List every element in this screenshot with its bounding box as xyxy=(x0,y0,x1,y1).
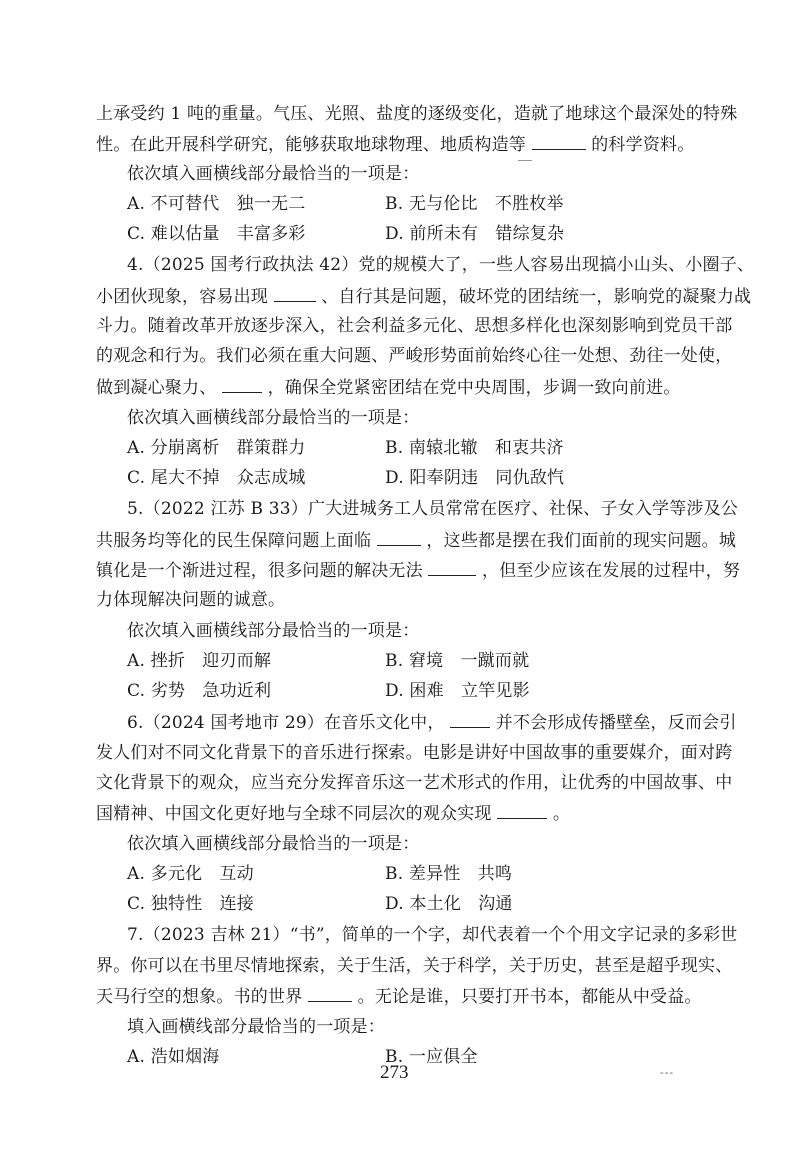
q5-line-4: 力体现解决问题的诚意。 xyxy=(96,590,286,610)
q4-line-5: 做到凝心聚力、 ，确保全党紧密团结在党中央周围，步调一致向前进。 xyxy=(96,378,681,398)
q4-line-2: 小团伙现象，容易出现 、自行其是问题，破坏党的团结统一，影响党的凝聚力战 xyxy=(96,287,752,307)
fill-blank xyxy=(222,376,262,393)
q7-option-b: B. 一应俱全 xyxy=(385,1047,478,1067)
page-number: 273 xyxy=(380,1062,409,1083)
q5-prompt: 依次填入画横线部分最恰当的一项是： xyxy=(127,621,420,641)
q7-line-3: 天马行空的想象。书的世界 。无论是谁，只要打开书本，都能从中受益。 xyxy=(96,987,702,1007)
q5-line-1: 5.（2022 江苏 B 33）广大进城务工人员常常在医疗、社保、子女入学等涉及公 xyxy=(127,499,739,519)
q5-line-2: 共服务均等化的民生保障问题上面临 ，这些都是摆在我们面前的现实问题。城 xyxy=(96,531,737,551)
q4-option-d: D. 阳奉阴违 同仇敌忾 xyxy=(385,468,565,488)
q4-option-b: B. 南辕北辙 和衷共济 xyxy=(385,438,564,458)
q4-line-4: 的观念和行为。我们必须在重大问题、严峻形势面前始终心往一处想、劲往一处使， xyxy=(96,346,733,366)
q5-option-b: B. 窘境 一蹴而就 xyxy=(385,651,530,671)
option-d: D. 前所未有 错综复杂 xyxy=(385,224,565,244)
option-b: B. 无与伦比 不胜枚举 xyxy=(385,194,564,214)
q6-line-2: 发人们对不同文化背景下的音乐进行探索。电影是讲好中国故事的重要媒介，面对跨 xyxy=(96,743,733,763)
fill-blank xyxy=(532,133,586,150)
intro-line-1: 上承受约 1 吨的重量。气压、光照、盐度的逐级变化，造就了地球这个最深处的特殊 xyxy=(96,104,738,124)
q7-prompt: 填入画横线部分最恰当的一项是： xyxy=(127,1017,385,1037)
fill-blank xyxy=(497,802,547,819)
q5-option-d: D. 困难 立竿见影 xyxy=(385,681,530,701)
fill-blank xyxy=(308,985,352,1002)
q6-option-b: B. 差异性 共鸣 xyxy=(385,864,513,884)
option-c: C. 难以估量 丰富多彩 xyxy=(127,224,306,244)
q6-option-d: D. 本土化 沟通 xyxy=(385,894,513,914)
q4-option-a: A. 分崩离析 群策群力 xyxy=(127,438,306,458)
q5-line-3: 镇化是一个渐进过程，很多问题的解决无法 ，但至少应该在发展的过程中，努 xyxy=(96,561,741,581)
q7-line-1: 7.（2023 吉林 21）“书”，简单的一个字，却代表着一个个用文字记录的多彩世 xyxy=(127,925,738,945)
q5-option-c: C. 劣势 急功近利 xyxy=(127,681,272,701)
q6-line-3: 文化背景下的观众，应当充分发挥音乐这一艺术形式的作用，让优秀的中国故事、中 xyxy=(96,773,733,793)
q6-option-c: C. 独特性 连接 xyxy=(127,894,255,914)
q4-prompt: 依次填入画横线部分最恰当的一项是： xyxy=(127,408,420,428)
q5-option-a: A. 挫折 迎刃而解 xyxy=(127,651,272,671)
fill-blank xyxy=(428,559,476,576)
q6-option-a: A. 多元化 互动 xyxy=(127,864,254,884)
q6-line-1: 6.（2024 国考地市 29）在音乐文化中， 并不会形成传播壁垒，反而会引 xyxy=(127,713,737,733)
q4-option-c: C. 尾大不掉 众志成城 xyxy=(127,468,306,488)
q7-option-a: A. 浩如烟海 xyxy=(127,1047,220,1067)
scan-mark xyxy=(518,160,532,161)
q7-line-2: 界。你可以在书里尽情地探索，关于生活，关于科学，关于历史，甚至是超乎现实、 xyxy=(96,956,733,976)
fill-blank xyxy=(377,529,421,546)
q6-line-4: 国精神、中国文化更好地与全球不同层次的观众实现 。 xyxy=(96,804,571,824)
q4-line-3: 斗力。随着改革开放逐步深入，社会利益多元化、思想多样化也深刻影响到党员干部 xyxy=(96,316,733,336)
intro-line-2: 性。在此开展科学研究，能够获取地球物理、地质构造等 的科学资料。 xyxy=(96,135,695,155)
q4-line-1: 4.（2025 国考行政执法 42）党的规模大了，一些人容易出现搞小山头、小圈子、 xyxy=(127,255,755,275)
fill-blank xyxy=(274,285,316,302)
q6-prompt: 依次填入画横线部分最恰当的一项是： xyxy=(127,834,420,854)
option-a: A. 不可替代 独一无二 xyxy=(127,194,306,214)
intro-prompt: 依次填入画横线部分最恰当的一项是： xyxy=(127,164,420,184)
fill-blank xyxy=(450,711,490,728)
corner-mark: --- xyxy=(660,1066,675,1079)
